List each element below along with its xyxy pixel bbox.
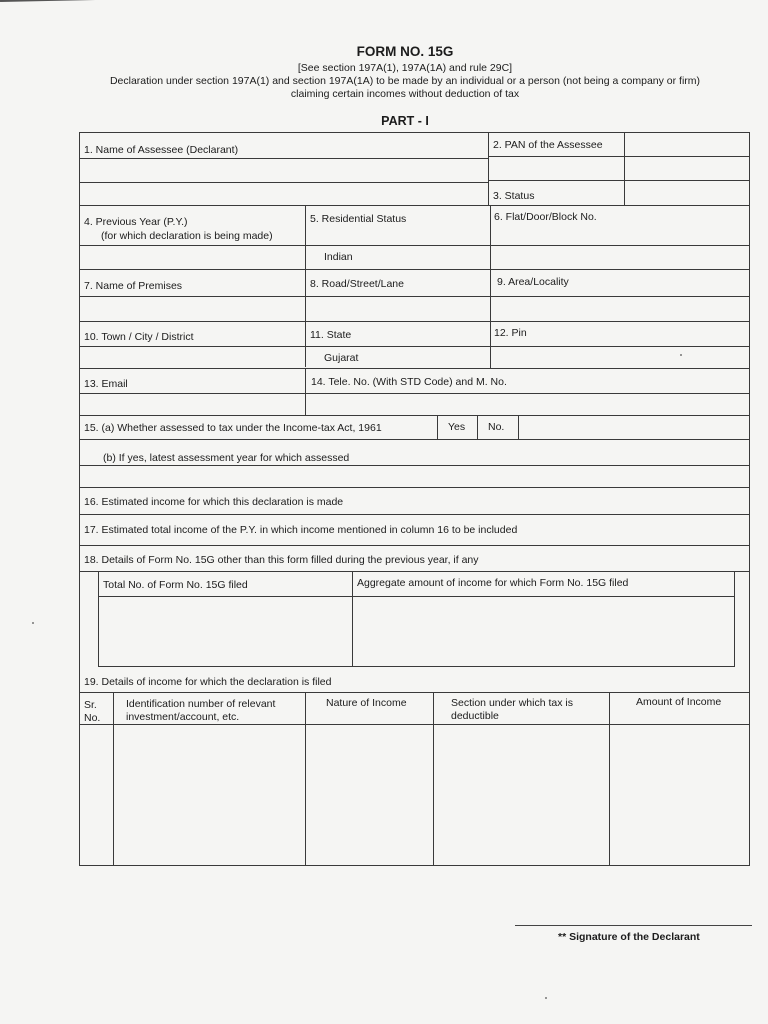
income-table-col-line bbox=[433, 692, 434, 865]
field-19-income-details-label: 19. Details of income for which the declaration is filed bbox=[84, 676, 332, 688]
field-4-previous-year-note: (for which declaration is being made) bbox=[101, 230, 273, 242]
signature-label: ** Signature of the Declarant bbox=[558, 931, 700, 943]
field-3-status-label: 3. Status bbox=[493, 190, 535, 202]
field-12-pin-label: 12. Pin bbox=[494, 327, 527, 339]
field-17-total-income-label: 17. Estimated total income of the P.Y. in which income mentioned in column 16 to be included bbox=[84, 524, 518, 536]
col-line bbox=[488, 132, 489, 205]
row-line bbox=[79, 132, 750, 133]
field-5-residential-status-value: Indian bbox=[324, 251, 353, 263]
field-15a-no-option[interactable]: No. bbox=[488, 421, 505, 433]
inner-box-line bbox=[98, 596, 734, 597]
row-line bbox=[79, 346, 750, 347]
inner-box-left bbox=[98, 571, 99, 667]
field-9-area-label: 9. Area/Locality bbox=[497, 276, 569, 288]
row-line bbox=[79, 158, 488, 159]
col-line bbox=[437, 415, 438, 439]
field-7-premises-label: 7. Name of Premises bbox=[84, 280, 183, 292]
field-5-residential-status-label: 5. Residential Status bbox=[310, 213, 407, 225]
field-6-flat-label: 6. Flat/Door/Block No. bbox=[494, 211, 597, 223]
scan-speck bbox=[32, 622, 34, 624]
row-line bbox=[79, 245, 750, 246]
row-line bbox=[79, 545, 750, 546]
row-line bbox=[79, 514, 750, 515]
field-11-state-label: 11. State bbox=[310, 329, 352, 341]
part-title: PART - I bbox=[381, 114, 429, 128]
income-table-col-line bbox=[609, 692, 610, 865]
col-line bbox=[305, 205, 306, 367]
row-line bbox=[79, 393, 750, 394]
field-15a-assessed-label: 15. (a) Whether assessed to tax under the Income-tax Act, 1961 bbox=[84, 422, 382, 434]
income-col-amount-header: Amount of Income bbox=[636, 696, 722, 708]
income-col-sr-header-line2: No. bbox=[84, 712, 101, 724]
inner-box-divider bbox=[352, 571, 353, 667]
scan-edge-mark bbox=[0, 0, 150, 2]
row-line bbox=[79, 724, 750, 725]
row-line bbox=[79, 182, 488, 183]
row-line bbox=[488, 156, 750, 157]
income-col-id-header: Identification number of relevant bbox=[126, 698, 276, 710]
field-15b-assessment-year-label: (b) If yes, latest assessment year for which assessed bbox=[103, 452, 350, 464]
form-border-left bbox=[79, 132, 80, 866]
scan-speck bbox=[680, 354, 682, 356]
field-10-town-label: 10. Town / City / District bbox=[84, 331, 194, 343]
income-col-id-header-line2: investment/account, etc. bbox=[126, 711, 240, 723]
row-line bbox=[79, 368, 750, 369]
row-line bbox=[79, 269, 750, 270]
row-line bbox=[79, 321, 750, 322]
income-table-col-line bbox=[305, 692, 306, 865]
row-line bbox=[79, 465, 750, 466]
signature-line[interactable] bbox=[515, 925, 752, 926]
field-2-pan-label: 2. PAN of the Assessee bbox=[493, 139, 603, 151]
row-line bbox=[79, 296, 750, 297]
field-8-road-label: 8. Road/Street/Lane bbox=[310, 278, 404, 290]
inner-box-bottom bbox=[98, 666, 734, 667]
field-1-name-label: 1. Name of Assessee (Declarant) bbox=[84, 144, 239, 156]
row-line bbox=[79, 487, 750, 488]
scan-speck bbox=[545, 997, 547, 999]
income-col-nature-header: Nature of Income bbox=[326, 697, 407, 709]
income-col-section-header: Section under which tax is bbox=[451, 697, 573, 709]
income-table-col-line bbox=[113, 692, 114, 865]
row-line bbox=[79, 205, 750, 206]
col-line bbox=[305, 368, 306, 415]
field-18-aggregate-amount-header: Aggregate amount of income for which Form No. 15G filed bbox=[357, 577, 629, 589]
inner-box-top bbox=[98, 571, 734, 572]
declaration-line-1: Declaration under section 197A(1) and section 197A(1A) to be made by an individual or a person (not being a company or firm) bbox=[109, 75, 701, 87]
row-line bbox=[488, 180, 750, 181]
form-title: FORM NO. 15G bbox=[356, 44, 454, 59]
col-line bbox=[477, 415, 478, 439]
col-line bbox=[490, 205, 491, 368]
field-18-total-forms-header: Total No. of Form No. 15G filed bbox=[103, 579, 248, 591]
col-line bbox=[518, 415, 519, 439]
field-4-previous-year-label: 4. Previous Year (P.Y.) bbox=[84, 216, 188, 228]
row-line bbox=[79, 865, 750, 866]
row-line bbox=[79, 439, 750, 440]
income-col-section-header-line2: deductible bbox=[451, 710, 499, 722]
declaration-line-2: claiming certain incomes without deduction of tax bbox=[290, 88, 520, 100]
field-15a-yes-option[interactable]: Yes bbox=[448, 421, 466, 433]
form-border-right bbox=[749, 132, 750, 866]
field-11-state-value: Gujarat bbox=[324, 352, 359, 364]
field-13-email-label: 13. Email bbox=[84, 378, 128, 390]
inner-box-right bbox=[734, 571, 735, 667]
field-16-estimated-income-label: 16. Estimated income for which this declaration is made bbox=[84, 496, 344, 508]
form-subtitle: [See section 197A(1), 197A(1A) and rule 29C] bbox=[297, 62, 513, 74]
field-18-details-label: 18. Details of Form No. 15G other than this form filled during the previous year, if any bbox=[84, 554, 479, 566]
row-line bbox=[79, 415, 750, 416]
income-col-sr-header: Sr. bbox=[84, 699, 97, 711]
row-line bbox=[79, 692, 750, 693]
col-line bbox=[624, 132, 625, 205]
field-14-phone-label: 14. Tele. No. (With STD Code) and M. No. bbox=[311, 376, 507, 388]
